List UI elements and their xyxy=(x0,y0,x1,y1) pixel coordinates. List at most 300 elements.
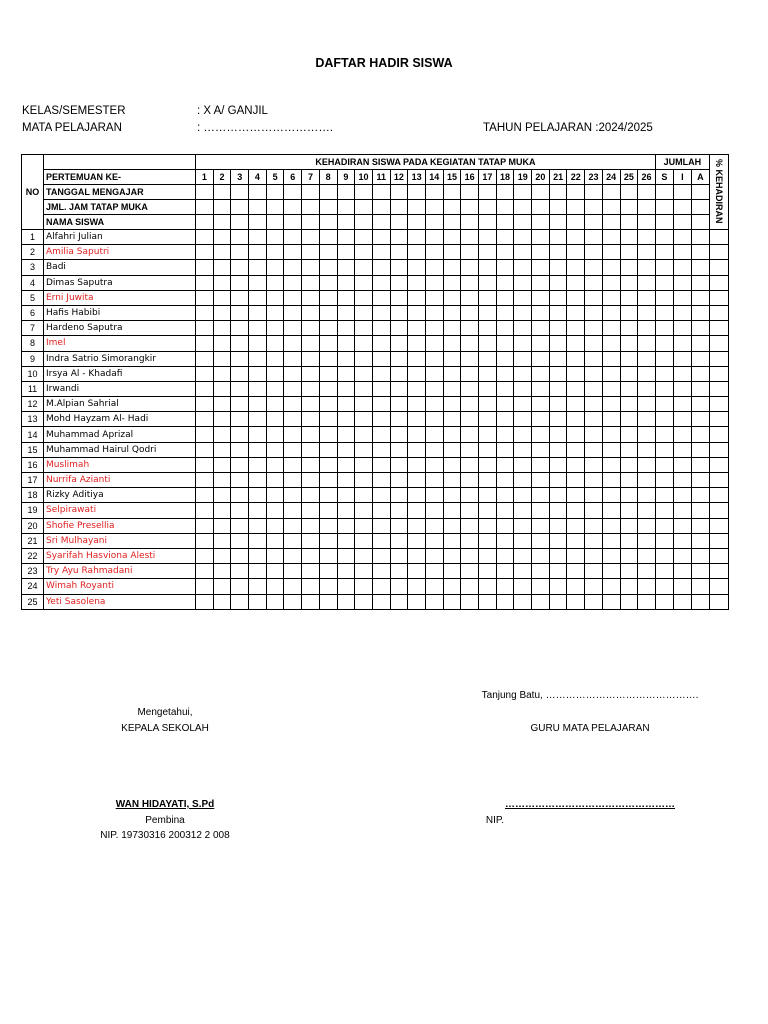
meeting-number: 4 xyxy=(249,170,267,185)
attendance-cell xyxy=(443,579,461,594)
attendance-cell xyxy=(266,533,284,548)
kepala-name: WAN HIDAYATI, S.Pd xyxy=(115,799,215,810)
attendance-cell xyxy=(496,336,514,351)
attendance-cell xyxy=(673,366,691,381)
attendance-cell xyxy=(390,321,408,336)
empty-cell xyxy=(266,200,284,215)
attendance-cell xyxy=(390,381,408,396)
empty-cell xyxy=(390,200,408,215)
empty-cell xyxy=(479,200,497,215)
attendance-cell xyxy=(514,548,532,563)
empty-cell xyxy=(620,185,638,200)
attendance-cell xyxy=(425,321,443,336)
attendance-cell xyxy=(302,260,320,275)
attendance-cell xyxy=(673,290,691,305)
attendance-cell xyxy=(655,518,673,533)
attendance-cell xyxy=(266,548,284,563)
attendance-cell xyxy=(479,260,497,275)
attendance-cell xyxy=(337,518,355,533)
attendance-cell xyxy=(638,427,656,442)
attendance-cell xyxy=(196,321,214,336)
attendance-cell xyxy=(390,397,408,412)
attendance-cell xyxy=(655,260,673,275)
attendance-cell xyxy=(390,290,408,305)
attendance-cell xyxy=(355,594,373,609)
attendance-cell xyxy=(655,397,673,412)
attendance-cell xyxy=(266,473,284,488)
attendance-cell xyxy=(673,245,691,260)
attendance-cell xyxy=(691,518,709,533)
attendance-cell xyxy=(231,533,249,548)
attendance-cell xyxy=(496,305,514,320)
table-row xyxy=(22,473,729,488)
table-row xyxy=(22,305,729,320)
attendance-cell xyxy=(602,275,620,290)
attendance-cell xyxy=(266,442,284,457)
attendance-cell xyxy=(585,564,603,579)
attendance-cell xyxy=(266,260,284,275)
student-name: Sri Mulhayani xyxy=(44,533,196,548)
page-title: DAFTAR HADIR SISWA xyxy=(315,56,453,70)
attendance-cell xyxy=(691,442,709,457)
attendance-cell xyxy=(479,488,497,503)
place-date: Tanjung Batu, ………………………………………. xyxy=(481,690,699,701)
attendance-cell xyxy=(532,518,550,533)
attendance-cell xyxy=(567,548,585,563)
attendance-cell xyxy=(638,442,656,457)
attendance-cell xyxy=(231,412,249,427)
attendance-cell xyxy=(461,260,479,275)
attendance-cell xyxy=(302,336,320,351)
attendance-cell xyxy=(284,230,302,245)
attendance-cell xyxy=(372,518,390,533)
attendance-cell xyxy=(425,381,443,396)
attendance-cell xyxy=(337,548,355,563)
student-name: Nurrifa Azianti xyxy=(44,473,196,488)
student-name: Erni Juwita xyxy=(44,290,196,305)
attendance-cell xyxy=(266,230,284,245)
attendance-cell xyxy=(496,230,514,245)
attendance-cell xyxy=(319,518,337,533)
attendance-cell xyxy=(532,564,550,579)
attendance-cell xyxy=(443,336,461,351)
attendance-cell xyxy=(514,305,532,320)
attendance-cell xyxy=(709,564,728,579)
attendance-cell xyxy=(655,230,673,245)
attendance-cell xyxy=(585,351,603,366)
attendance-cell xyxy=(496,518,514,533)
empty-cell xyxy=(638,185,656,200)
kelas-label: KELAS/SEMESTER xyxy=(22,105,126,117)
row-label: NAMA SISWA xyxy=(44,215,196,230)
attendance-cell xyxy=(461,579,479,594)
attendance-cell xyxy=(231,381,249,396)
attendance-cell xyxy=(231,594,249,609)
attendance-cell xyxy=(567,442,585,457)
empty-cell xyxy=(319,215,337,230)
attendance-cell xyxy=(638,503,656,518)
attendance-cell xyxy=(709,260,728,275)
attendance-cell xyxy=(408,548,426,563)
jumlah-header: JUMLAH xyxy=(655,155,709,170)
attendance-cell xyxy=(284,533,302,548)
attendance-cell xyxy=(355,397,373,412)
attendance-cell xyxy=(302,230,320,245)
attendance-cell xyxy=(355,548,373,563)
attendance-cell xyxy=(337,381,355,396)
attendance-cell xyxy=(479,427,497,442)
attendance-cell xyxy=(337,275,355,290)
student-name: Indra Satrio Simorangkir xyxy=(44,351,196,366)
attendance-cell xyxy=(461,245,479,260)
attendance-cell xyxy=(514,564,532,579)
student-name: Hardeno Saputra xyxy=(44,321,196,336)
attendance-cell xyxy=(691,457,709,472)
attendance-cell xyxy=(514,503,532,518)
attendance-cell xyxy=(319,564,337,579)
attendance-cell xyxy=(673,579,691,594)
attendance-cell xyxy=(266,564,284,579)
attendance-cell xyxy=(372,503,390,518)
attendance-cell xyxy=(479,442,497,457)
attendance-cell xyxy=(337,564,355,579)
attendance-cell xyxy=(691,503,709,518)
attendance-cell xyxy=(514,290,532,305)
attendance-cell xyxy=(443,564,461,579)
attendance-cell xyxy=(620,305,638,320)
attendance-cell xyxy=(549,260,567,275)
attendance-cell xyxy=(372,381,390,396)
attendance-cell xyxy=(549,412,567,427)
attendance-cell xyxy=(602,442,620,457)
attendance-cell xyxy=(709,290,728,305)
attendance-cell xyxy=(249,230,267,245)
empty-cell xyxy=(355,185,373,200)
attendance-cell xyxy=(372,579,390,594)
attendance-cell xyxy=(655,442,673,457)
attendance-cell xyxy=(567,488,585,503)
empty-cell xyxy=(585,185,603,200)
attendance-cell xyxy=(585,230,603,245)
attendance-cell xyxy=(266,245,284,260)
empty-cell xyxy=(638,200,656,215)
attendance-cell xyxy=(479,412,497,427)
attendance-cell xyxy=(479,305,497,320)
attendance-cell xyxy=(425,548,443,563)
attendance-cell xyxy=(532,488,550,503)
attendance-cell xyxy=(691,579,709,594)
attendance-cell xyxy=(638,321,656,336)
student-name: Amilia Saputri xyxy=(44,245,196,260)
attendance-cell xyxy=(496,321,514,336)
attendance-cell xyxy=(319,290,337,305)
table-row xyxy=(22,366,729,381)
attendance-cell xyxy=(425,564,443,579)
attendance-cell xyxy=(691,594,709,609)
attendance-cell xyxy=(549,473,567,488)
meeting-number: 17 xyxy=(479,170,497,185)
attendance-cell xyxy=(284,548,302,563)
attendance-cell xyxy=(372,473,390,488)
empty-cell xyxy=(549,185,567,200)
attendance-cell xyxy=(372,230,390,245)
empty-cell xyxy=(567,200,585,215)
attendance-cell xyxy=(709,305,728,320)
header-label-row xyxy=(22,200,729,215)
attendance-cell xyxy=(284,427,302,442)
empty-cell xyxy=(355,215,373,230)
empty-cell xyxy=(549,215,567,230)
attendance-cell xyxy=(691,290,709,305)
attendance-cell xyxy=(302,381,320,396)
empty-cell xyxy=(620,200,638,215)
attendance-cell xyxy=(514,594,532,609)
attendance-cell xyxy=(284,518,302,533)
attendance-cell xyxy=(213,381,231,396)
mapel-label: MATA PELAJARAN xyxy=(22,122,122,134)
student-no: 21 xyxy=(22,533,44,548)
attendance-cell xyxy=(284,290,302,305)
attendance-cell xyxy=(249,442,267,457)
attendance-cell xyxy=(249,533,267,548)
empty-cell xyxy=(284,185,302,200)
empty-cell xyxy=(479,185,497,200)
attendance-cell xyxy=(567,564,585,579)
attendance-cell xyxy=(691,351,709,366)
attendance-cell xyxy=(355,488,373,503)
attendance-cell xyxy=(673,457,691,472)
attendance-cell xyxy=(302,473,320,488)
empty-cell xyxy=(213,185,231,200)
attendance-cell xyxy=(585,503,603,518)
attendance-cell xyxy=(585,336,603,351)
attendance-cell xyxy=(532,533,550,548)
attendance-cell xyxy=(655,275,673,290)
student-no: 20 xyxy=(22,518,44,533)
attendance-cell xyxy=(691,321,709,336)
attendance-cell xyxy=(425,442,443,457)
attendance-cell xyxy=(249,503,267,518)
student-no: 10 xyxy=(22,366,44,381)
student-no: 25 xyxy=(22,594,44,609)
empty-cell xyxy=(514,200,532,215)
attendance-cell xyxy=(425,336,443,351)
attendance-cell xyxy=(673,230,691,245)
attendance-cell xyxy=(532,260,550,275)
attendance-cell xyxy=(408,518,426,533)
attendance-cell xyxy=(602,518,620,533)
attendance-cell xyxy=(496,503,514,518)
attendance-cell xyxy=(372,275,390,290)
attendance-cell xyxy=(355,533,373,548)
attendance-cell xyxy=(390,245,408,260)
main-header: KEHADIRAN SISWA PADA KEGIATAN TATAP MUKA xyxy=(196,155,656,170)
attendance-cell xyxy=(284,503,302,518)
empty-cell xyxy=(655,200,673,215)
table-row xyxy=(22,488,729,503)
student-no: 19 xyxy=(22,503,44,518)
attendance-cell xyxy=(673,427,691,442)
meeting-number: 24 xyxy=(602,170,620,185)
attendance-cell xyxy=(461,594,479,609)
attendance-cell xyxy=(266,336,284,351)
student-name: Dimas Saputra xyxy=(44,275,196,290)
attendance-cell xyxy=(638,351,656,366)
meeting-number: 6 xyxy=(284,170,302,185)
attendance-cell xyxy=(585,305,603,320)
attendance-cell xyxy=(567,260,585,275)
attendance-cell xyxy=(284,275,302,290)
attendance-cell xyxy=(638,579,656,594)
attendance-cell xyxy=(620,564,638,579)
attendance-cell xyxy=(602,548,620,563)
attendance-cell xyxy=(231,548,249,563)
attendance-cell xyxy=(443,442,461,457)
attendance-cell xyxy=(443,366,461,381)
attendance-cell xyxy=(372,305,390,320)
attendance-cell xyxy=(620,275,638,290)
attendance-cell xyxy=(284,412,302,427)
attendance-cell xyxy=(638,594,656,609)
attendance-cell xyxy=(514,260,532,275)
attendance-cell xyxy=(673,381,691,396)
attendance-cell xyxy=(620,290,638,305)
attendance-cell xyxy=(302,290,320,305)
attendance-cell xyxy=(425,260,443,275)
attendance-cell xyxy=(337,397,355,412)
attendance-cell xyxy=(549,321,567,336)
attendance-cell xyxy=(213,275,231,290)
attendance-cell xyxy=(390,366,408,381)
attendance-cell xyxy=(196,290,214,305)
attendance-cell xyxy=(514,579,532,594)
attendance-cell xyxy=(691,473,709,488)
attendance-cell xyxy=(302,488,320,503)
attendance-cell xyxy=(319,397,337,412)
meeting-number: 23 xyxy=(585,170,603,185)
attendance-cell xyxy=(196,533,214,548)
student-name: Muhammad Hairul Qodri xyxy=(44,442,196,457)
attendance-cell xyxy=(372,427,390,442)
attendance-cell xyxy=(390,548,408,563)
meeting-number: 2 xyxy=(213,170,231,185)
attendance-cell xyxy=(567,412,585,427)
blank-header-cell xyxy=(44,155,196,170)
attendance-cell xyxy=(443,488,461,503)
meeting-number: 5 xyxy=(266,170,284,185)
attendance-cell xyxy=(390,503,408,518)
attendance-cell xyxy=(266,381,284,396)
attendance-cell xyxy=(620,412,638,427)
attendance-cell xyxy=(355,290,373,305)
attendance-cell xyxy=(355,427,373,442)
meeting-number: 21 xyxy=(549,170,567,185)
attendance-cell xyxy=(213,442,231,457)
attendance-cell xyxy=(390,579,408,594)
attendance-cell xyxy=(213,290,231,305)
attendance-cell xyxy=(479,397,497,412)
attendance-cell xyxy=(479,290,497,305)
attendance-cell xyxy=(585,594,603,609)
attendance-cell xyxy=(213,397,231,412)
meeting-number: 7 xyxy=(302,170,320,185)
attendance-cell xyxy=(443,275,461,290)
attendance-cell xyxy=(443,427,461,442)
empty-cell xyxy=(585,215,603,230)
attendance-cell xyxy=(196,305,214,320)
attendance-cell xyxy=(337,503,355,518)
attendance-cell xyxy=(390,427,408,442)
meeting-number: 10 xyxy=(355,170,373,185)
attendance-cell xyxy=(496,533,514,548)
attendance-cell xyxy=(425,366,443,381)
empty-cell xyxy=(461,185,479,200)
attendance-cell xyxy=(408,245,426,260)
attendance-cell xyxy=(319,548,337,563)
attendance-cell xyxy=(231,290,249,305)
attendance-cell xyxy=(390,336,408,351)
attendance-cell xyxy=(284,442,302,457)
attendance-cell xyxy=(425,245,443,260)
empty-cell xyxy=(231,215,249,230)
empty-cell xyxy=(461,215,479,230)
attendance-cell xyxy=(638,336,656,351)
header-row xyxy=(22,155,729,170)
empty-cell xyxy=(479,215,497,230)
attendance-cell xyxy=(461,290,479,305)
attendance-cell xyxy=(231,579,249,594)
attendance-cell xyxy=(549,564,567,579)
meeting-number: 25 xyxy=(620,170,638,185)
attendance-cell xyxy=(319,579,337,594)
attendance-cell xyxy=(408,366,426,381)
attendance-cell xyxy=(337,336,355,351)
student-name: M.Alpian Sahrial xyxy=(44,397,196,412)
attendance-cell xyxy=(213,427,231,442)
empty-cell xyxy=(638,215,656,230)
mapel-value: : ……………………………. xyxy=(197,122,334,134)
empty-cell xyxy=(408,185,426,200)
attendance-cell xyxy=(408,397,426,412)
attendance-cell xyxy=(337,412,355,427)
attendance-cell xyxy=(425,488,443,503)
meeting-number: 13 xyxy=(408,170,426,185)
attendance-cell xyxy=(655,351,673,366)
attendance-cell xyxy=(425,594,443,609)
attendance-cell xyxy=(408,305,426,320)
attendance-cell xyxy=(479,245,497,260)
attendance-cell xyxy=(602,533,620,548)
attendance-cell xyxy=(691,245,709,260)
attendance-cell xyxy=(231,473,249,488)
attendance-cell xyxy=(602,412,620,427)
attendance-cell xyxy=(213,503,231,518)
attendance-cell xyxy=(638,397,656,412)
attendance-cell xyxy=(249,321,267,336)
attendance-cell xyxy=(231,305,249,320)
attendance-cell xyxy=(532,290,550,305)
attendance-cell xyxy=(567,518,585,533)
attendance-cell xyxy=(514,245,532,260)
attendance-cell xyxy=(372,442,390,457)
meeting-number: 16 xyxy=(461,170,479,185)
attendance-cell xyxy=(390,305,408,320)
attendance-cell xyxy=(549,366,567,381)
student-no: 14 xyxy=(22,427,44,442)
attendance-cell xyxy=(479,548,497,563)
attendance-cell xyxy=(673,351,691,366)
attendance-cell xyxy=(196,442,214,457)
